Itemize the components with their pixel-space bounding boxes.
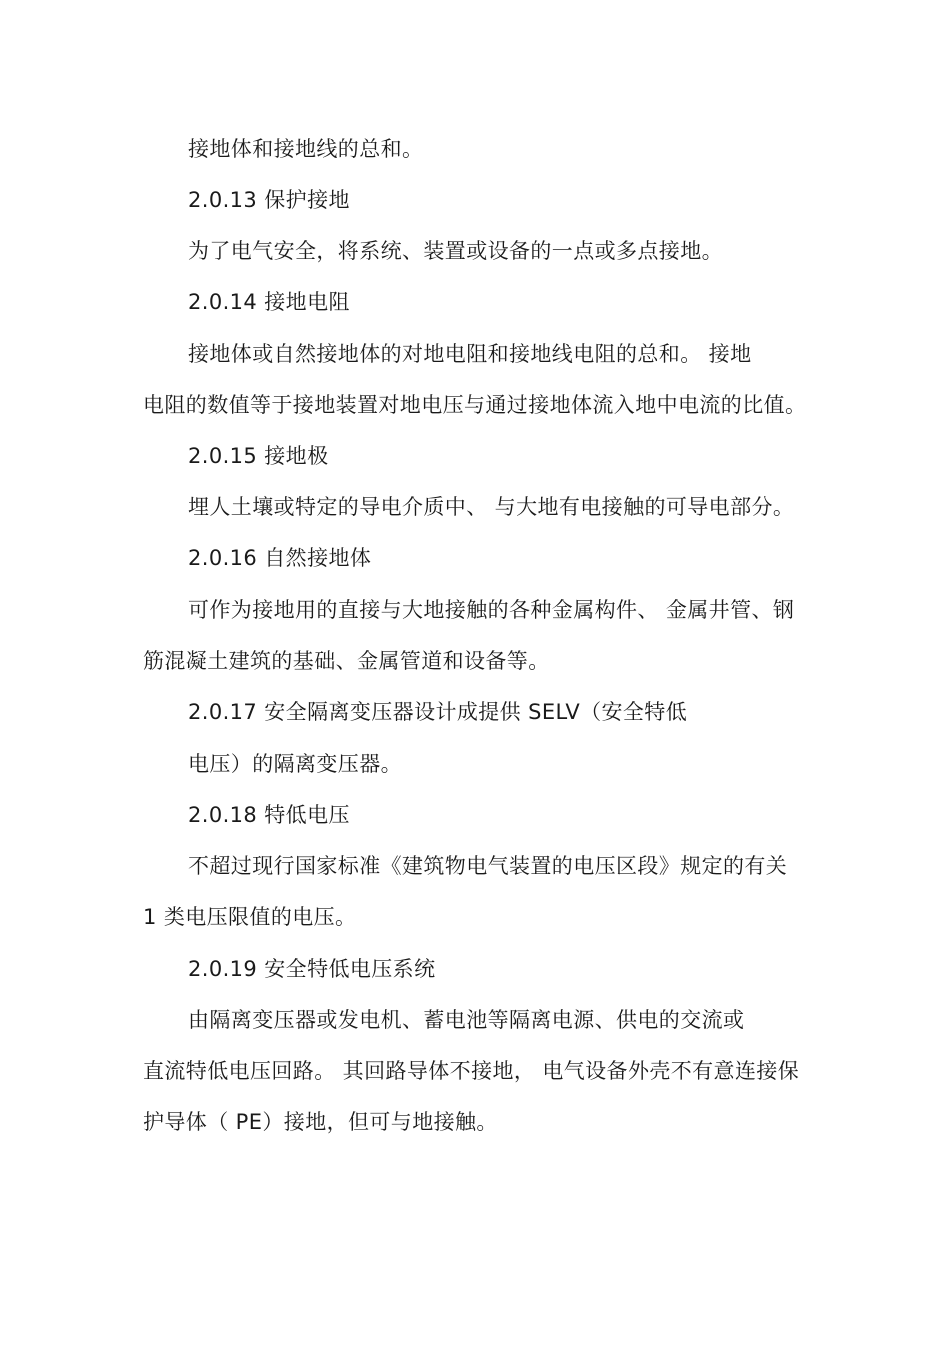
text-line: 1 类电压限值的电压。 xyxy=(143,905,357,929)
text-line: 为了电气安全，将系统、装置或设备的一点或多点接地。 xyxy=(188,239,723,263)
section-heading: 2.0.16 自然接地体 xyxy=(188,546,372,570)
text-line: 埋人土壤或特定的导电介质中、 与大地有电接触的可导电部分。 xyxy=(188,495,795,519)
text-line: 接地体和接地线的总和。 xyxy=(188,137,424,161)
section-heading: 2.0.17 安全隔离变压器设计成提供 SELV（安全特低 xyxy=(188,700,688,724)
section-heading: 2.0.19 安全特低电压系统 xyxy=(188,957,436,981)
section-heading: 2.0.13 保护接地 xyxy=(188,188,350,212)
text-line: 不超过现行国家标准《建筑物电气装置的电压区段》规定的有关 xyxy=(188,854,788,878)
text-line: 电阻的数值等于接地装置对地电压与通过接地体流入地中电流的比值。 xyxy=(143,393,807,417)
text-line: 直流特低电压回路。 其回路导体不接地， 电气设备外壳不有意连接保 xyxy=(143,1059,800,1083)
section-heading: 2.0.18 特低电压 xyxy=(188,803,350,827)
text-line: 接地体或自然接地体的对地电阻和接地线电阻的总和。 接地 xyxy=(188,342,752,366)
section-heading: 2.0.15 接地极 xyxy=(188,444,329,468)
text-line: 电压）的隔离变压器。 xyxy=(188,752,402,776)
text-line: 由隔离变压器或发电机、蓄电池等隔离电源、供电的交流或 xyxy=(188,1008,745,1032)
text-line: 可作为接地用的直接与大地接触的各种金属构件、 金属井管、钢 xyxy=(188,598,795,622)
text-line: 筋混凝土建筑的基础、金属管道和设备等。 xyxy=(143,649,550,673)
section-heading: 2.0.14 接地电阻 xyxy=(188,290,350,314)
text-line: 护导体（ PE）接地，但可与地接触。 xyxy=(143,1110,498,1134)
